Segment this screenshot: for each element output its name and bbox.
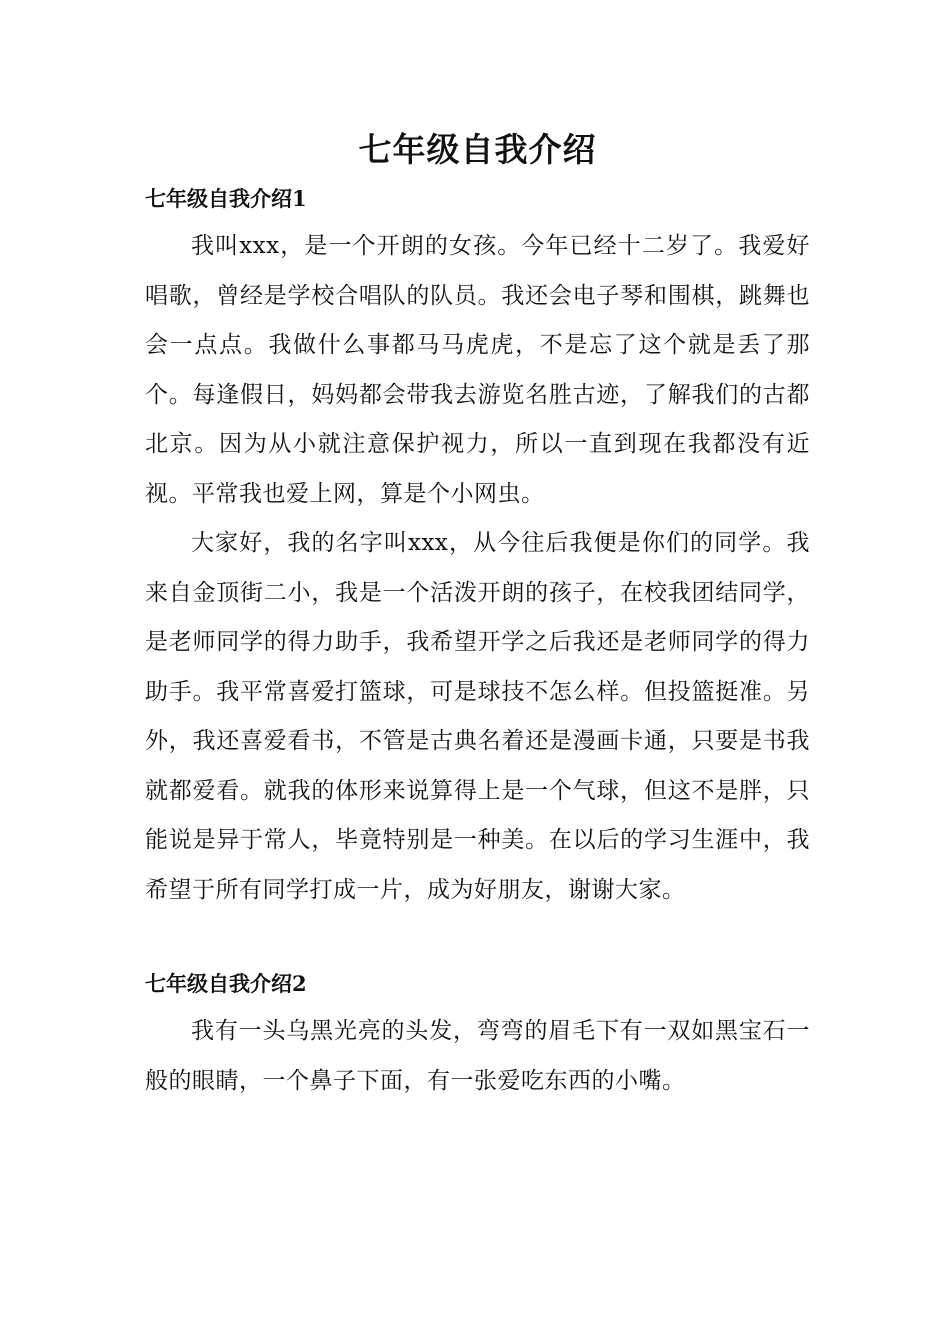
paragraph: 我有一头乌黑光亮的头发，弯弯的眉毛下有一双如黑宝石一般的眼睛，一个鼻子下面，有一张爱吃东西的小嘴。 (145, 1018, 810, 1094)
paragraph: 我叫xxx，是一个开朗的女孩。今年已经十二岁了。我爱好唱歌，曾经是学校合唱队的队员。我还会电子琴和围棋，跳舞也会一点点。我做什么事都马马虎虎，不是忘了这个就是丢了那个。每逢假日，妈妈都会带我去游览名胜古迹，了解我们的古都北京。因为从小就注意保护视力，所以一直到现在我都没有近视。平常我也爱上网，算是个小网虫。 (145, 233, 810, 507)
paragraph: 大家好，我的名字叫xxx，从今往后我便是你们的同学。我来自金顶街二小，我是一个活泼开朗的孩子，在校我团结同学，是老师同学的得力助手，我希望开学之后我还是老师同学的得力助手。我平常喜爱打篮球，可是球技不怎么样。但投篮挺准。另外，我还喜爱看书，不管是古典名着还是漫画卡通，只要是书我就都爱看。就我的体形来说算得上是一个气球，但这不是胖，只能说是异于常人，毕竟特别是一种美。在以后的学习生涯中，我希望于所有同学打成一片，成为好朋友，谢谢大家。 (145, 530, 810, 903)
section-heading-1: 七年级自我介绍1 (145, 186, 307, 211)
document-page (145, 120, 810, 1106)
section-heading-2: 七年级自我介绍2 (145, 971, 307, 996)
document-title: 七年级自我介绍 (358, 130, 597, 169)
